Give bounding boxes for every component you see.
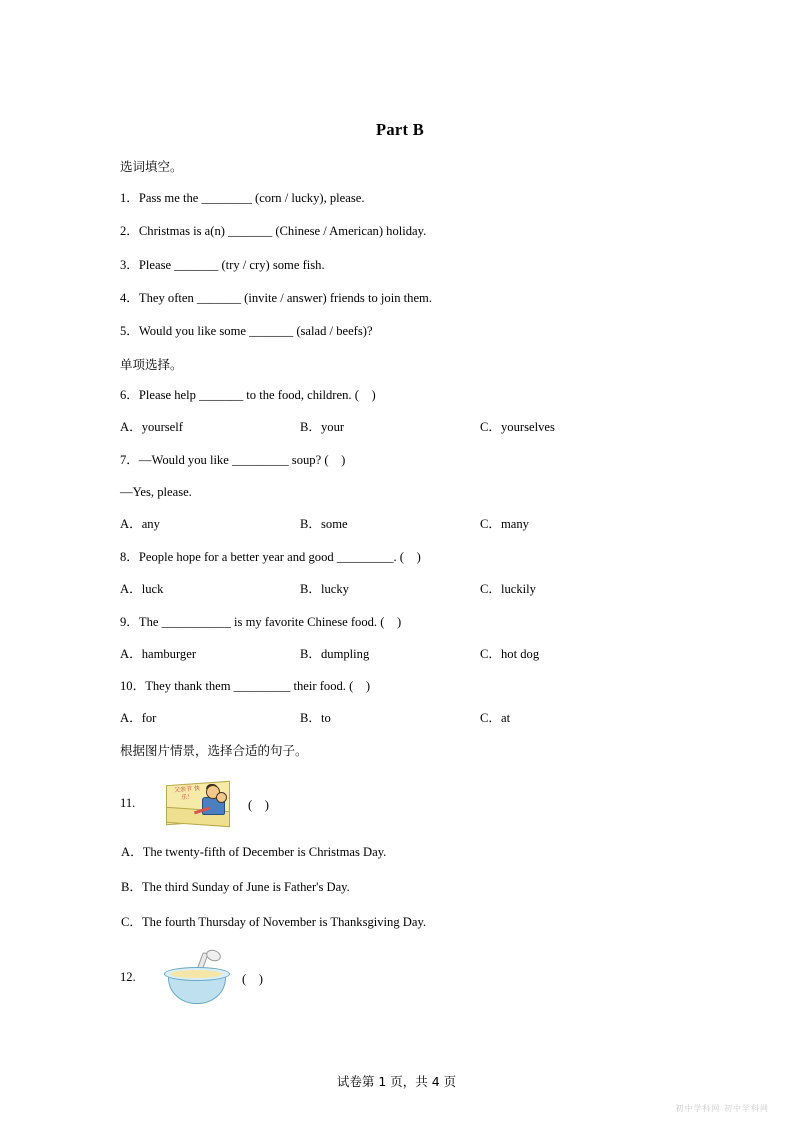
option-b[interactable]: B．to	[300, 711, 331, 726]
option-a[interactable]: A．yourself	[120, 420, 183, 435]
question-9-stem: 9．The ___________ is my favorite Chinese food. ( )	[120, 614, 402, 629]
question-3: 3．Please _______ (try / cry) some fish.	[120, 257, 325, 272]
watermark: 初中学科网 初中学科网	[675, 1104, 769, 1113]
question-11	[120, 779, 680, 827]
option-b[interactable]: B．lucky	[300, 581, 349, 596]
question-2: 2．Christmas is a(n) _______ (Chinese / American) holiday.	[120, 224, 427, 239]
question-7-stem: 7．—Would you like _________ soup? ( )	[120, 453, 346, 468]
page-title: Part B	[375, 120, 425, 139]
soup-bowl-image	[164, 950, 230, 1006]
question-11-choice-a[interactable]: A．The twenty-fifth of December is Christmas Day.	[121, 845, 387, 859]
question-11-number: 11.	[120, 795, 136, 810]
question-11-choice-c[interactable]: C．The fourth Thursday of November is Thanksgiving Day.	[121, 914, 427, 929]
question-6-options	[120, 418, 680, 437]
question-9-options	[120, 645, 680, 664]
question-10-options	[120, 709, 680, 728]
question-11-answer-paren[interactable]: ( )	[248, 797, 269, 812]
option-b[interactable]: B．dumpling	[300, 646, 370, 661]
option-a[interactable]: A．luck	[120, 581, 164, 596]
fathers-day-card-image	[164, 779, 236, 827]
question-5: 5．Would you like some _______ (salad / beefs)?	[120, 324, 373, 339]
option-c[interactable]: C．at	[480, 711, 511, 726]
option-c[interactable]: C．hot dog	[480, 646, 540, 661]
question-8-options	[120, 580, 680, 599]
option-a[interactable]: A．hamburger	[120, 646, 197, 661]
question-11-choice-b[interactable]: B．The third Sunday of June is Father's Day.	[121, 879, 350, 894]
section-label-picture-questions: 根据图片情景，选择合适的句子。	[120, 743, 308, 759]
question-4: 4．They often _______ (invite / answer) friends to join them.	[120, 290, 432, 305]
card-greeting-text: 父亲节 快乐！	[174, 785, 200, 801]
option-c[interactable]: C．luckily	[480, 581, 536, 596]
question-10-stem: 10．They thank them _________ their food. ( )	[120, 679, 371, 694]
question-6-stem: 6．Please help _______ to the food, children. ( )	[120, 388, 376, 403]
section-label-fill-in-blanks: 选词填空。	[120, 159, 183, 174]
option-b[interactable]: B．your	[300, 420, 345, 435]
option-b[interactable]: B．some	[300, 517, 348, 532]
option-a[interactable]: A．for	[120, 711, 157, 726]
page-footer: 试卷第 1 页，共 4 页	[336, 1074, 457, 1089]
option-c[interactable]: C．yourselves	[480, 420, 555, 435]
question-7-answer-line: —Yes, please.	[120, 485, 192, 500]
question-12-number: 12.	[120, 970, 136, 985]
document-content	[120, 120, 680, 1022]
question-8-stem: 8．People hope for a better year and good _________. ( )	[120, 549, 421, 564]
option-c[interactable]: C．many	[480, 517, 529, 532]
question-7-options	[120, 515, 680, 534]
question-1: 1．Pass me the ________ (corn / lucky), please.	[120, 190, 365, 205]
question-12	[120, 950, 680, 1006]
section-label-multiple-choice: 单项选择。	[120, 356, 183, 372]
question-12-answer-paren[interactable]: ( )	[242, 972, 263, 987]
option-a[interactable]: A．any	[120, 517, 160, 532]
